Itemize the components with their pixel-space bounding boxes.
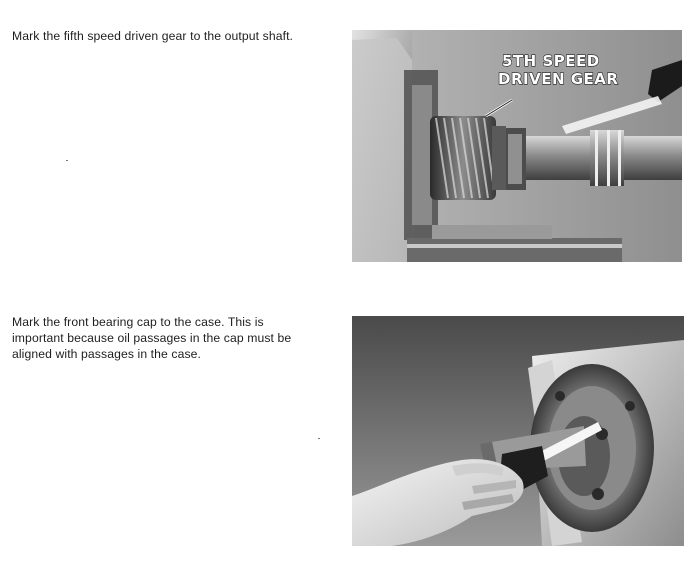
fifth-speed-gear-photo [352, 30, 682, 262]
step-2-caption: Mark the front bearing cap to the case. This is important because oil passages in the cap must be aligned with passages in the case. [12, 315, 292, 361]
front-bearing-cap-illustration [352, 316, 684, 546]
print-speck [318, 438, 320, 439]
front-bearing-cap-photo [352, 316, 684, 546]
print-speck [66, 160, 68, 161]
photo-label-line-1: 5TH SPEED [502, 52, 600, 70]
photo-label-line-2: DRIVEN GEAR [498, 70, 619, 88]
step-1-caption: Mark the fifth speed driven gear to the output shaft. [12, 29, 294, 43]
fifth-speed-gear-illustration [352, 30, 682, 262]
